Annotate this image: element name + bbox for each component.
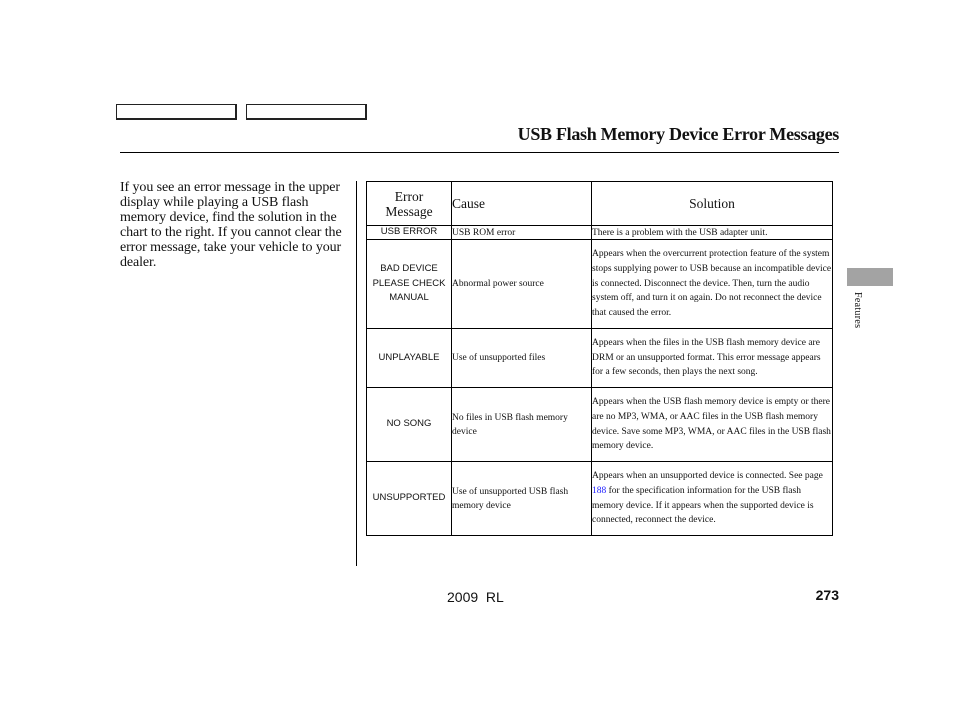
solution-text-end: for the specification information for the USB flash memory device. If it appears when the supported device is connected, reconnect the device. [592, 485, 814, 526]
solution-text-start: Appears when an unsupported device is connected. See page [592, 471, 823, 482]
error-message-cell: UNPLAYABLE [367, 329, 452, 388]
error-messages-table [366, 181, 833, 536]
error-message-cell: BAD DEVICE PLEASE CHECK MANUAL [367, 240, 452, 329]
nav-button-next[interactable] [246, 104, 367, 120]
table-row [367, 329, 833, 388]
page-number: 273 [815, 587, 839, 603]
cause-cell: Use of unsupported files [452, 329, 592, 388]
header-error-message: Error Message [367, 182, 452, 226]
cause-cell: Use of unsupported USB flash memory device [452, 462, 592, 536]
section-tab[interactable] [847, 268, 893, 286]
error-message-cell: USB ERROR [367, 226, 452, 240]
solution-cell: There is a problem with the USB adapter unit. [592, 226, 833, 240]
solution-cell: Appears when the files in the USB flash memory device are DRM or an unsupported format. This error message appears for a few seconds, then plays the next song. [592, 329, 833, 388]
page-reference-link[interactable]: 188 [592, 485, 607, 496]
cause-cell: USB ROM error [452, 226, 592, 240]
title-divider [120, 152, 839, 153]
section-tab-label: Features [852, 292, 863, 329]
nav-button-previous[interactable] [116, 104, 237, 120]
solution-cell [592, 462, 833, 536]
solution-cell: Appears when the USB flash memory device is empty or there are no MP3, WMA, or AAC files in the USB flash memory device. Save some MP3, WMA, or AAC files in the USB flash memory device. [592, 388, 833, 462]
table-row [367, 388, 833, 462]
intro-text: If you see an error message in the upper display while playing a USB flash memory device, find the solution in the chart to the right. If you cannot clear the error message, take your vehicle to your dealer. [120, 180, 342, 270]
table-header-row [367, 182, 833, 226]
error-message-cell: NO SONG [367, 388, 452, 462]
solution-cell: Appears when the overcurrent protection feature of the system stops supplying power to USB because an incompatible device is connected. Disconnect the device. Then, turn the audio system off, and turn it on again. Do not reconnect the device that caused the error. [592, 240, 833, 329]
column-divider [356, 181, 357, 566]
footer-model-name: 2009 RL [447, 589, 504, 605]
cause-cell: No files in USB flash memory device [452, 388, 592, 462]
table-row [367, 240, 833, 329]
error-message-cell: UNSUPPORTED [367, 462, 452, 536]
header-cause: Cause [452, 182, 592, 226]
table-row [367, 462, 833, 536]
cause-cell: Abnormal power source [452, 240, 592, 329]
page-title: USB Flash Memory Device Error Messages [517, 124, 839, 144]
header-solution: Solution [592, 182, 833, 226]
table-row [367, 226, 833, 240]
